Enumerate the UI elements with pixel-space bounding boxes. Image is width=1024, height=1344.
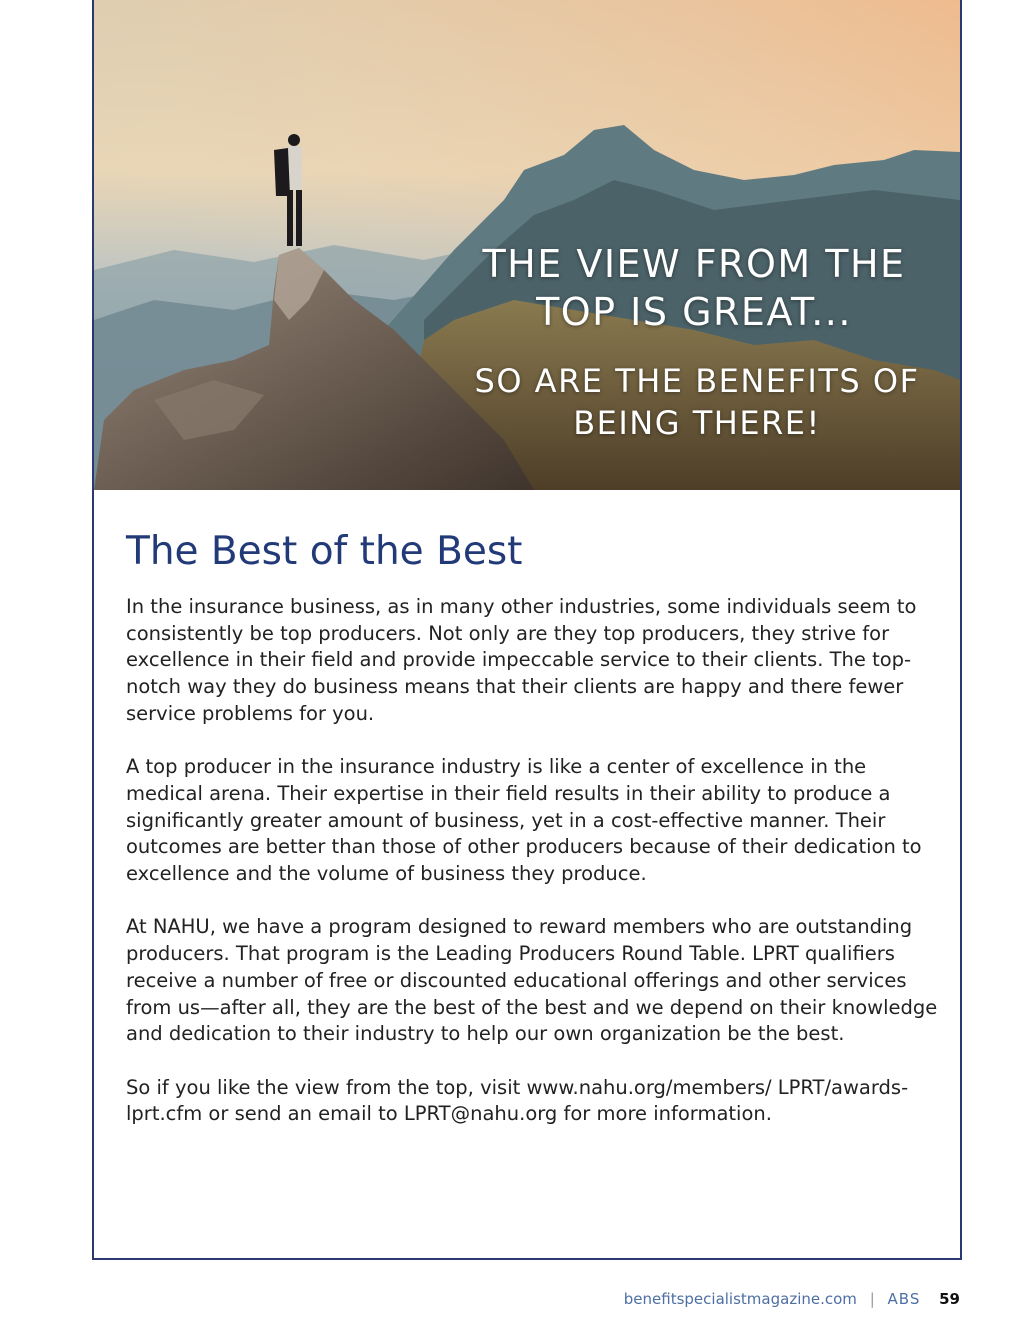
hero-headline-line-2: TOP IS GREAT...	[536, 290, 852, 334]
footer-site-link[interactable]: benefitspecialistmagazine.com	[623, 1290, 857, 1308]
article-body	[126, 594, 938, 1155]
hero-headline	[444, 240, 944, 336]
hero-headline-line-1: THE VIEW FROM THE	[482, 242, 906, 286]
page-footer	[624, 1290, 960, 1308]
paragraph-1: In the insurance business, as in many other industries, some individuals seem to consistently be top producers. Not only are they top producers, they strive for excellence in their field and provide impeccable service to their clients. The top-notch way they do business means that their clients are happy and there fewer service problems for you.	[126, 595, 917, 725]
hero-subheadline-line-2: BEING THERE!	[573, 404, 821, 442]
footer-separator: |	[869, 1290, 875, 1308]
paragraph-2: A top producer in the insurance industry is like a center of excellence in the medical arena. Their expertise in their field results in their ability to produce a significantly greater amount of business, yet in a cost-effective manner. Their outcomes are better than those of other producers because of their dedication to excellence and the volume of business they produce.	[126, 755, 922, 886]
hero-subheadline	[432, 360, 960, 444]
footer-section: ABS	[887, 1290, 921, 1308]
hero-subheadline-line-1: SO ARE THE BENEFITS OF	[474, 362, 920, 400]
paragraph-3: At NAHU, we have a program designed to reward members who are outstanding producers. That program is the Leading Producers Round Table. LPRT qualifiers receive a number of free or discounted educational offerings and other services from us—after all, they are the best of the best and we depend on their knowledge and dedication to their industry to help our own organization be the best.	[126, 915, 938, 1046]
article-title: The Best of the Best	[126, 529, 523, 574]
page-number: 59	[939, 1290, 960, 1308]
advertisement-frame	[92, 0, 962, 1260]
hero-photo	[94, 0, 960, 490]
paragraph-4: So if you like the view from the top, visit www.nahu.org/members/ LPRT/awards-lprt.cfm or send an email to LPRT@nahu.org for more information.	[126, 1075, 909, 1126]
